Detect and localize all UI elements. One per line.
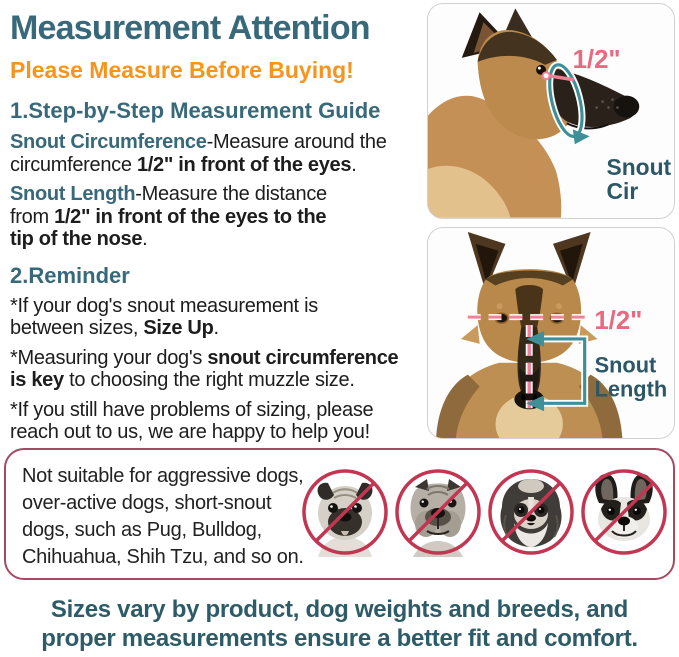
text-run: *If your dog's snout measurement is [10,294,318,317]
half-inch-label: 1/2" [594,307,643,336]
text-run-bold: 1/2" in front of the eyes [136,153,352,176]
shih-tzu-icon [486,467,576,557]
text-run: . [351,153,357,176]
prohibited-pug [300,467,390,557]
reminder-item-3 [10,399,430,444]
prohibited-french-bulldog [579,467,669,557]
text-line [10,131,430,154]
no-symbol [397,471,479,553]
prohibited-shih-tzu [486,467,576,557]
text-line [10,369,430,392]
footer-note [0,595,679,653]
not-suitable-text [22,463,304,571]
text-run: *If you still have problems of sizing, please [10,398,374,421]
text-line: Not suitable for aggressive dogs, [22,465,304,487]
reminder-item-1 [10,295,430,340]
text-run: circumference [10,153,137,176]
text-run: from [10,205,55,228]
snout-cir-caption-line1: Snout [606,153,672,180]
term-snout-length: Snout Length [10,183,136,205]
half-inch-label: 1/2" [572,45,621,74]
footer-line-1: Sizes vary by product, dog weights and breeds, and [50,596,629,623]
snout-circumference-paragraph [10,131,430,176]
pug-icon [300,467,390,557]
text-run: -Measure the distance [135,183,327,205]
text-run: -Measure around the [206,131,387,153]
prohibited-bulldog [393,467,483,557]
subtitle: Please Measure Before Buying! [10,57,354,83]
text-column [10,8,430,444]
term-snout-circumference: Snout Circumference [10,131,207,153]
text-run: between sizes, [10,317,144,339]
reminder-heading: 2.Reminder [10,262,130,288]
text-line [10,317,430,340]
not-suitable-box [4,448,675,580]
text-run: . [142,228,148,250]
snout-length-caption-line1: Snout [594,352,657,378]
reminder-item-2 [10,347,430,392]
text-run: to choosing the right muzzle size. [63,369,355,391]
text-line: dogs, such as Pug, Bulldog, [22,519,262,541]
text-run: . [213,317,219,339]
text-run: reach out to us, we are happy to help you! [10,421,370,443]
page-title: Measurement Attention [10,9,370,47]
text-line [10,206,430,229]
text-run-bold: snout circumference [207,346,399,369]
text-line [10,399,430,422]
snout-circumference-photo [427,3,675,219]
text-run-bold: tip of the nose [10,228,143,250]
footer-line-2: proper measurements ensure a better fit and comfort. [41,625,638,652]
text-line: Chihuahua, Shih Tzu, and so on. [22,546,304,568]
text-run-bold: Size Up [143,317,214,339]
text-line: over-active dogs, short-snout [22,492,272,514]
text-line [10,154,430,177]
snout-length-caption-line2: Length [594,376,668,402]
snout-length-paragraph [10,183,430,251]
french-bulldog-icon [579,467,669,557]
text-line [10,183,430,206]
prohibited-breeds-row [300,467,669,557]
text-line [10,421,430,444]
text-line [10,347,430,370]
text-run-bold: 1/2" in front of the eyes to the [54,205,327,228]
german-shepherd-side-illustration [428,4,674,218]
text-run-bold: is key [10,369,64,391]
text-line [10,295,430,318]
snout-length-photo [427,227,675,439]
snout-cir-caption-line2: Cir [606,177,639,204]
bulldog-icon [393,467,483,557]
text-line [10,228,430,251]
guide-heading: 1.Step-by-Step Measurement Guide [10,98,381,123]
german-shepherd-front-illustration [428,228,674,438]
text-run: *Measuring your dog's [10,346,208,369]
